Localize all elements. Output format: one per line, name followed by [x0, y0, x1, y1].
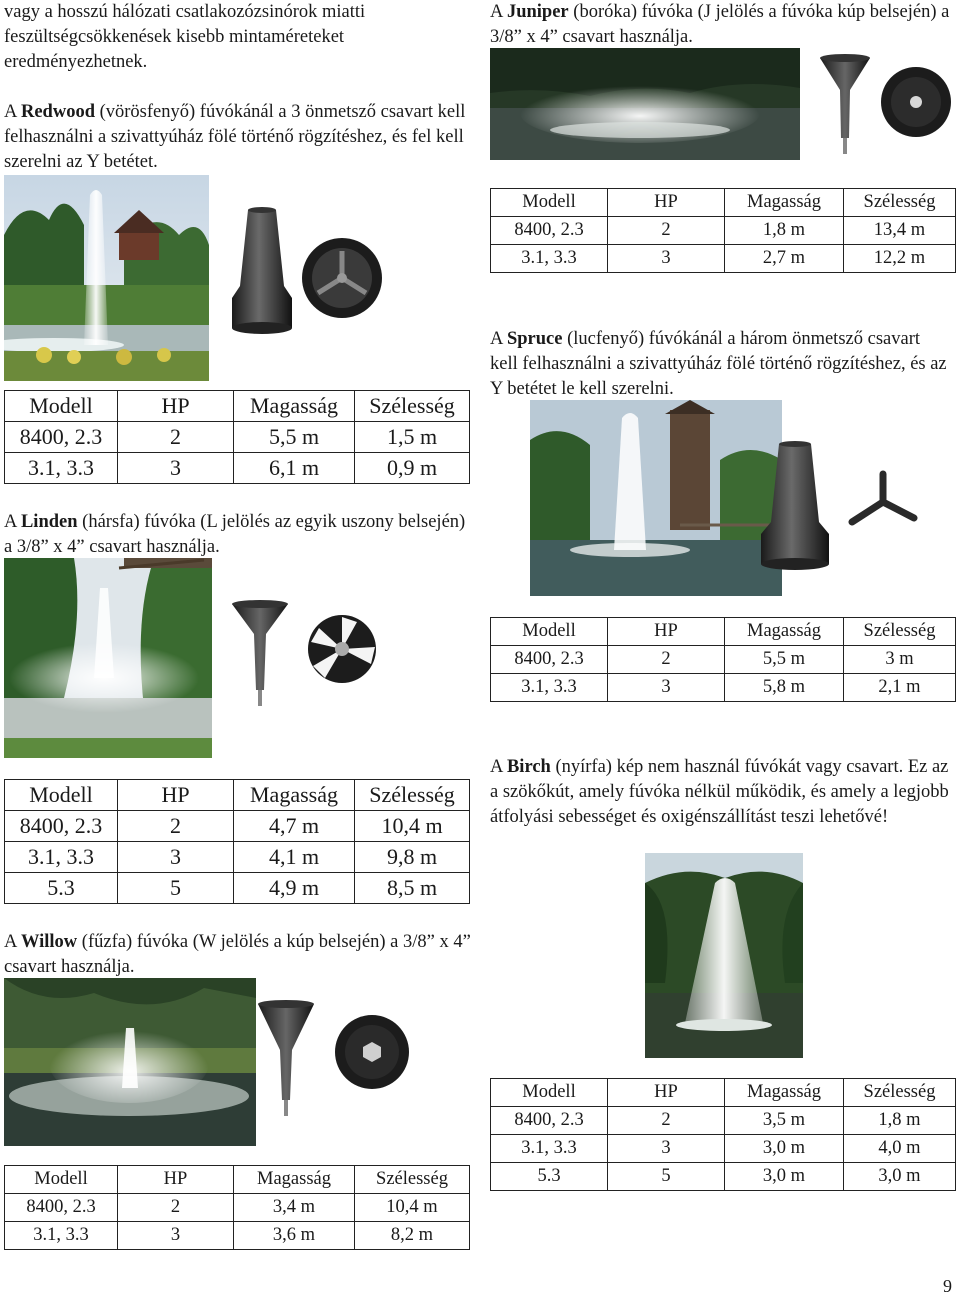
redwood-spec-table [4, 390, 470, 484]
linden-description: A Linden (hársfa) fúvóka (L jelölés az egyik uszony belsején) a 3/8” x 4” csavart használja. [4, 512, 466, 557]
juniper-description: A Juniper (boróka) fúvóka (J jelölés a fúvóka kúp belsején) a 3/8” x 4” csavart használja. [490, 2, 950, 47]
willow-nozzle-image [256, 1000, 316, 1120]
table-row: 3.1, 3.3 3 3,6 m 8,2 m [5, 1222, 470, 1250]
spruce-description: A Spruce (lucfenyő) fúvókánál a három önmetsző csavart kell felhasználni a szivattyúház fölé történő rögzítéshez, és az Y betétet le kell szerelni. [490, 329, 947, 399]
linden-name: Linden [20, 512, 78, 532]
table-row: 8400, 2.3 2 5,5 m 1,5 m [5, 422, 470, 453]
spruce-fountain-photo [530, 400, 782, 596]
redwood-insert-image [300, 233, 385, 323]
table-header-row: Modell HP Magasság Szélesség [491, 618, 956, 646]
willow-insert-image [332, 1012, 412, 1092]
linden-nozzle-image [230, 600, 290, 710]
table-row: 3.1, 3.3 3 3,0 m 4,0 m [491, 1135, 956, 1163]
birch-description: A Birch (nyírfa) kép nem használ fúvókát vagy csavart. Ez az a szökőkút, amely fúvóka nélkül működik, és amely a legjobb átfolyási sebességet és oxigénszállítást teszi lehetővé! [490, 757, 949, 827]
redwood-fountain-photo [4, 175, 209, 381]
table-row: 5.3 5 4,9 m 8,5 m [5, 873, 470, 904]
table-row: 3.1, 3.3 3 2,7 m 12,2 m [491, 245, 956, 273]
redwood-description: A Redwood (vörösfenyő) fúvókánál a 3 önmetsző csavart kell felhasználni a szivattyúház fölé történő rögzítéshez, és fel kell szerelni az Y betétet. [4, 102, 466, 172]
table-header-row: Modell HP Magasság Szélesség [5, 1166, 470, 1194]
willow-name: Willow [20, 932, 78, 952]
table-row: 3.1, 3.3 3 5,8 m 2,1 m [491, 674, 956, 702]
table-row: 3.1, 3.3 3 6,1 m 0,9 m [5, 453, 470, 484]
table-row: 8400, 2.3 2 3,5 m 1,8 m [491, 1107, 956, 1135]
birch-spec-table [490, 1078, 956, 1191]
table-header-row: Modell HP Magasság Szélesség [491, 1079, 956, 1107]
page-number: 9 [943, 1276, 952, 1296]
linden-fountain-photo [4, 558, 212, 758]
linden-spec-table [4, 779, 470, 904]
table-header-row: Modell HP Magasság Szélesség [491, 189, 956, 217]
willow-description: A Willow (fűzfa) fúvóka (W jelölés a kúp belsején) a 3/8” x 4” csavart használja. [4, 932, 471, 977]
birch-name: Birch [506, 757, 551, 777]
intro-paragraph: vagy a hosszú hálózati csatlakozózsinórok miatti feszültségcsökkenések kisebb mintaméreteket eredményezhetnek. [4, 2, 366, 72]
spruce-spec-table [490, 617, 956, 702]
table-header-row: Modell HP Magasság Szélesség [5, 391, 470, 422]
table-row: 8400, 2.3 2 5,5 m 3 m [491, 646, 956, 674]
juniper-insert-image [878, 64, 954, 140]
willow-spec-table [4, 1165, 470, 1250]
juniper-fountain-photo [490, 48, 800, 160]
table-row: 8400, 2.3 2 1,8 m 13,4 m [491, 217, 956, 245]
table-header-row: Modell HP Magasság Szélesség [5, 780, 470, 811]
linden-insert-image [305, 612, 380, 687]
spruce-nozzle-image [757, 440, 833, 572]
table-row: 8400, 2.3 2 4,7 m 10,4 m [5, 811, 470, 842]
redwood-nozzle-image [228, 206, 296, 336]
redwood-name: Redwood [20, 102, 95, 122]
juniper-nozzle-image [818, 54, 872, 158]
spruce-name: Spruce [506, 329, 563, 349]
table-row: 8400, 2.3 2 3,4 m 10,4 m [5, 1194, 470, 1222]
juniper-spec-table [490, 188, 956, 273]
table-row: 5.3 5 3,0 m 3,0 m [491, 1163, 956, 1191]
juniper-name: Juniper [506, 2, 569, 22]
table-row: 3.1, 3.3 3 4,1 m 9,8 m [5, 842, 470, 873]
willow-fountain-photo [4, 978, 256, 1146]
birch-fountain-photo [645, 853, 803, 1058]
spruce-y-insert-image [846, 470, 920, 532]
